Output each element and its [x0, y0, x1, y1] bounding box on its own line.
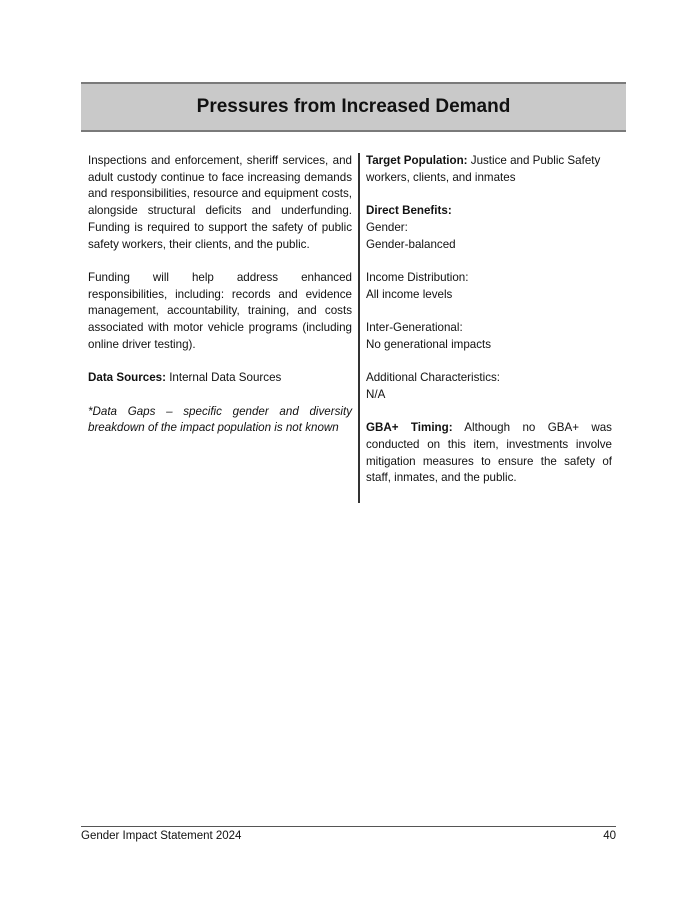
- footer-document-title: Gender Impact Statement 2024: [81, 830, 242, 842]
- left-column: [88, 153, 358, 503]
- additional-characteristics-label: Additional Characteristics:: [366, 371, 501, 385]
- target-population: [366, 153, 612, 186]
- target-population-value: Justice and Public Safety workers, clients, and inmates: [366, 154, 601, 184]
- right-column: [360, 153, 612, 503]
- description-paragraph-1: Inspections and enforcement, sheriff services, and adult custody continue to face increasing demands and responsibilities, resource and equipment costs, alongside structural deficits and underfunding. Funding is required to support the safety of public safety workers, their clients, and the public.: [88, 154, 352, 251]
- page-footer: [81, 826, 616, 842]
- data-sources: [88, 370, 352, 387]
- footer-page-number: 40: [603, 830, 616, 842]
- data-gaps-note: *Data Gaps – specific gender and diversity breakdown of the impact population is not known: [88, 404, 352, 435]
- gba-timing-label: GBA+ Timing:: [366, 421, 453, 435]
- title-banner: [81, 82, 626, 132]
- gba-timing: [366, 420, 612, 487]
- gender-value: Gender-balanced: [366, 237, 456, 251]
- page-title: Pressures from Increased Demand: [196, 96, 511, 117]
- direct-benefits-label: Direct Benefits:: [366, 204, 452, 218]
- data-sources-value: Internal Data Sources: [165, 371, 282, 385]
- gender-label: Gender:: [366, 220, 408, 234]
- income-distribution-label: Income Distribution:: [366, 270, 469, 284]
- description-paragraph-2: Funding will help address enhanced responsibilities, including: records and evidence management, accountability, training, and costs associated with motor vehicle programs (including online driver testing).: [88, 270, 352, 351]
- income-distribution-value: All income levels: [366, 287, 453, 301]
- target-population-label: Target Population:: [366, 154, 468, 167]
- content-columns: [88, 153, 620, 503]
- additional-characteristics-value: N/A: [366, 387, 386, 401]
- data-sources-label: Data Sources:: [88, 371, 166, 385]
- inter-generational-label: Inter-Generational:: [366, 320, 463, 334]
- inter-generational-value: No generational impacts: [366, 337, 492, 351]
- gba-timing-value: Although no GBA+ was conducted on this item, investments involve mitigation measures to ensure the safety of staff, inmates, and the public.: [366, 421, 612, 485]
